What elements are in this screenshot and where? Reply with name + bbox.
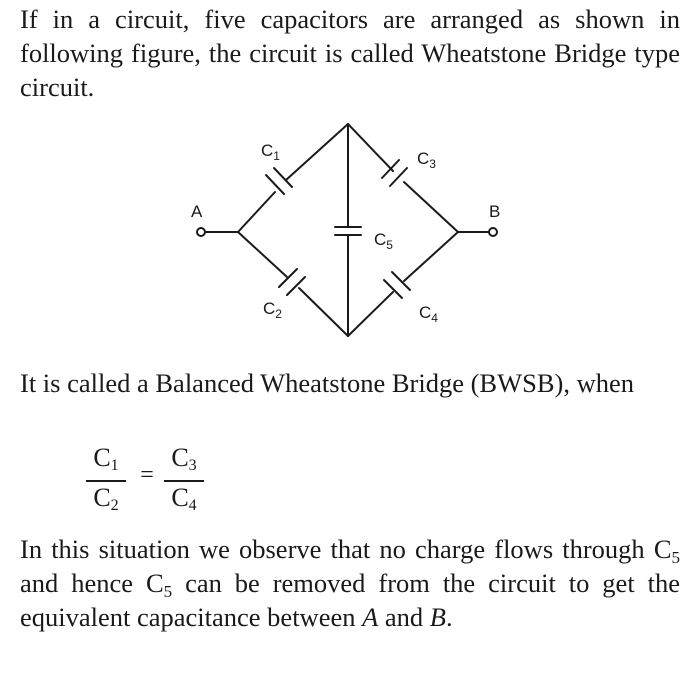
label-c4: $C_4$ bbox=[419, 303, 438, 325]
wheatstone-bridge-diagram bbox=[175, 116, 515, 342]
formula-equals: = bbox=[140, 462, 154, 488]
label-c2: $C_2$ bbox=[263, 299, 282, 321]
intro-paragraph: If in a circuit, five capacitors are arranged as shown in following figure, the circuit is called Wheatstone Bridge type circuit. bbox=[20, 4, 680, 102]
fraction-bar-right bbox=[164, 480, 204, 482]
terminal-b bbox=[489, 228, 497, 236]
formula-c3: $C_3$ bbox=[171, 443, 197, 474]
situation-paragraph: In this situation we observe that no charge flows through $C_5$ and hence $C_5$ can be removed from the circuit to get the equivalent capacitance between A and B. bbox=[20, 534, 680, 632]
fraction-bar-left bbox=[86, 480, 126, 482]
terminal-a bbox=[197, 228, 205, 236]
balanced-paragraph: It is called a Balanced Wheatstone Bridge (BWSB), when bbox=[20, 368, 634, 398]
label-b: B bbox=[489, 202, 501, 221]
label-c3: $C_3$ bbox=[417, 149, 436, 171]
formula-c4: $C_4$ bbox=[171, 483, 197, 514]
c4-plate-1 bbox=[384, 280, 402, 298]
formula-c1: $C_1$ bbox=[93, 443, 119, 474]
label-a: A bbox=[191, 202, 203, 221]
label-c5: $C_5$ bbox=[374, 230, 393, 252]
label-c1: $C_1$ bbox=[261, 141, 280, 163]
c4-plate-2 bbox=[392, 272, 410, 290]
balance-formula bbox=[86, 443, 216, 523]
formula-c2: $C_2$ bbox=[93, 483, 119, 514]
